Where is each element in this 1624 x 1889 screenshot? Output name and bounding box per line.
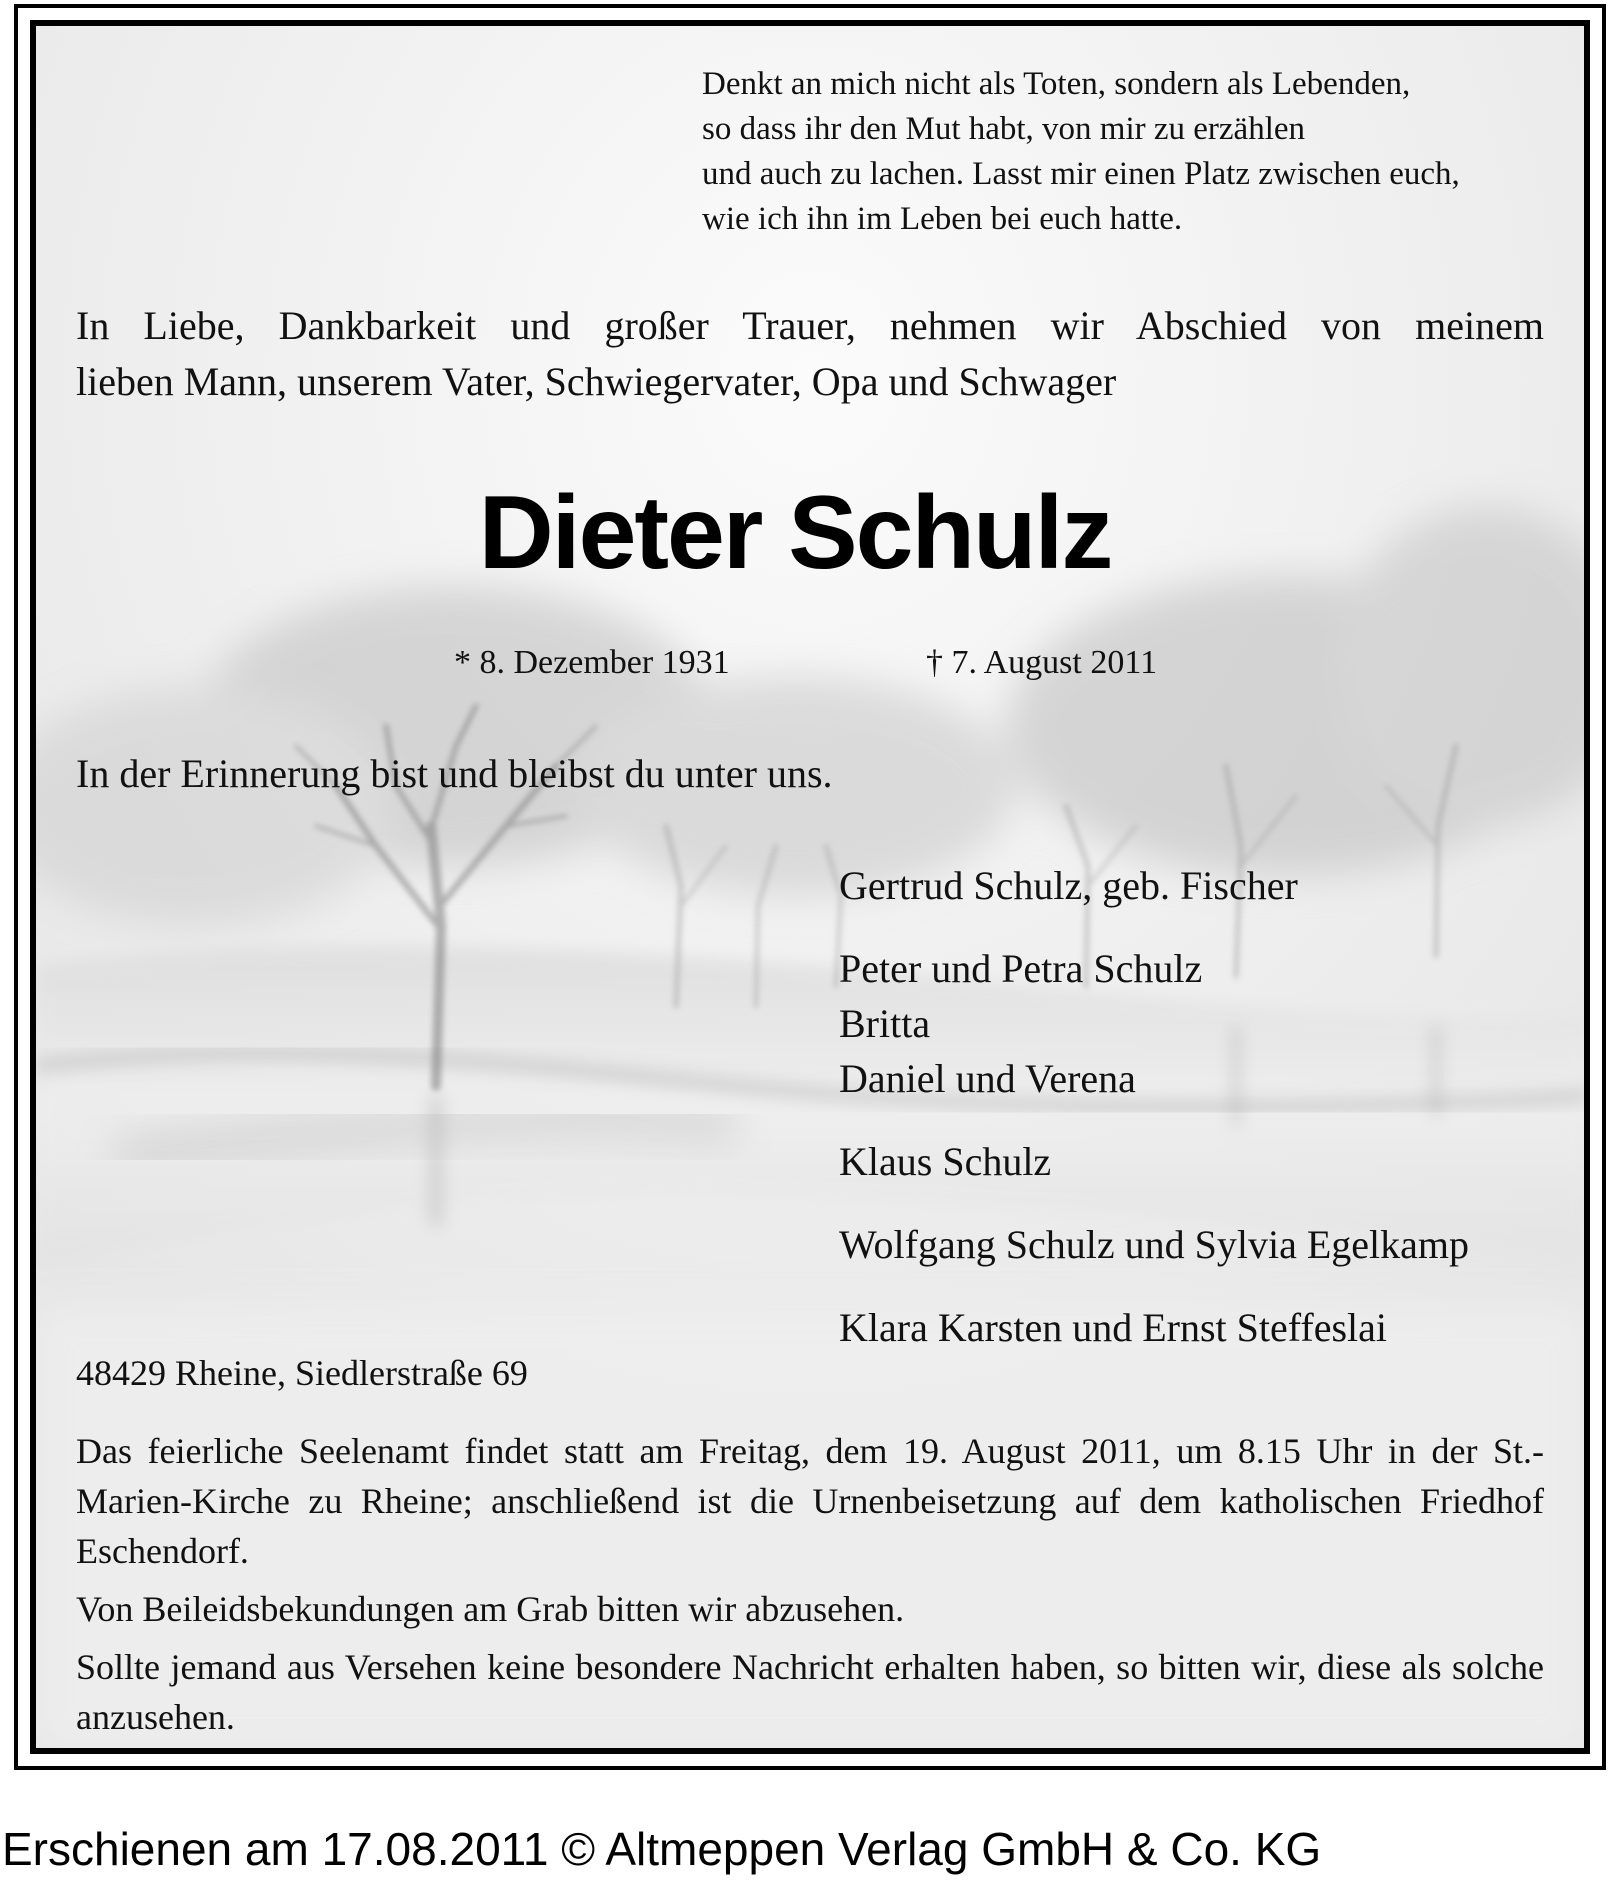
mourner-group [839, 1134, 1469, 1189]
memorial-poem [702, 62, 1460, 242]
remembrance-line: In der Erinnerung bist und bleibst du unter uns. [76, 751, 833, 796]
deceased-name: Dieter Schulz [478, 475, 1112, 591]
mourner-name: Britta [839, 1001, 931, 1046]
death-date: † 7. August 2011 [926, 644, 1158, 681]
birth-date: * 8. Dezember 1931 [454, 644, 730, 681]
condolence-notice: Von Beileidsbekundungen am Grab bitten wir abzusehen. [76, 1589, 905, 1629]
farewell-text [76, 298, 1544, 410]
mourner-group [839, 941, 1469, 1106]
mourner-group [839, 1217, 1469, 1272]
obituary-content [36, 26, 1584, 1748]
farewell-line: lieben Mann, unserem Vater, Schwiegervater, Opa und Schwager [76, 359, 1117, 404]
mourner-name: Peter und Petra Schulz [839, 946, 1203, 991]
mourner-group [839, 1300, 1469, 1355]
publication-footer: Erschienen am 17.08.2011 © Altmeppen Verlag GmbH & Co. KG [2, 1823, 1322, 1875]
mourner-group [839, 858, 1469, 913]
mourner-name: Daniel und Verena [839, 1056, 1136, 1101]
poem-line: so dass ihr den Mut habt, von mir zu erzählen [702, 111, 1306, 147]
poem-line: wie ich ihn im Leben bei euch hatte. [702, 201, 1183, 237]
mourner-name: Klaus Schulz [839, 1139, 1052, 1184]
family-address: 48429 Rheine, Siedlerstraße 69 [76, 1353, 528, 1393]
mourner-name: Klara Karsten und Ernst Steffeslai [839, 1305, 1387, 1350]
poem-line: und auch zu lachen. Lasst mir einen Platz zwischen euch, [702, 156, 1460, 192]
mourner-name: Wolfgang Schulz und Sylvia Egelkamp [839, 1222, 1469, 1267]
mourner-name: Gertrud Schulz, geb. Fischer [839, 863, 1298, 908]
farewell-line: In Liebe, Dankbarkeit und großer Trauer, nehmen wir Abschied von meinem [76, 303, 1544, 348]
poem-line: Denkt an mich nicht als Toten, sondern als Lebenden, [702, 66, 1411, 102]
funeral-service-notice: Das feierliche Seelenamt findet statt am Freitag, dem 19. August 2011, um 8.15 Uhr in der St.-Marien-Kirche zu Rheine; anschließend ist die Urnenbeisetzung auf dem katholischen Friedhof Eschendorf. [76, 1431, 1544, 1571]
obituary-panel [30, 20, 1590, 1754]
service-notices [76, 1426, 1544, 1750]
mourners-list [839, 858, 1469, 1355]
notification-notice: Sollte jemand aus Versehen keine besondere Nachricht erhalten haben, so bitten wir, diese als solche anzusehen. [76, 1647, 1544, 1737]
obituary-frame [14, 4, 1606, 1770]
